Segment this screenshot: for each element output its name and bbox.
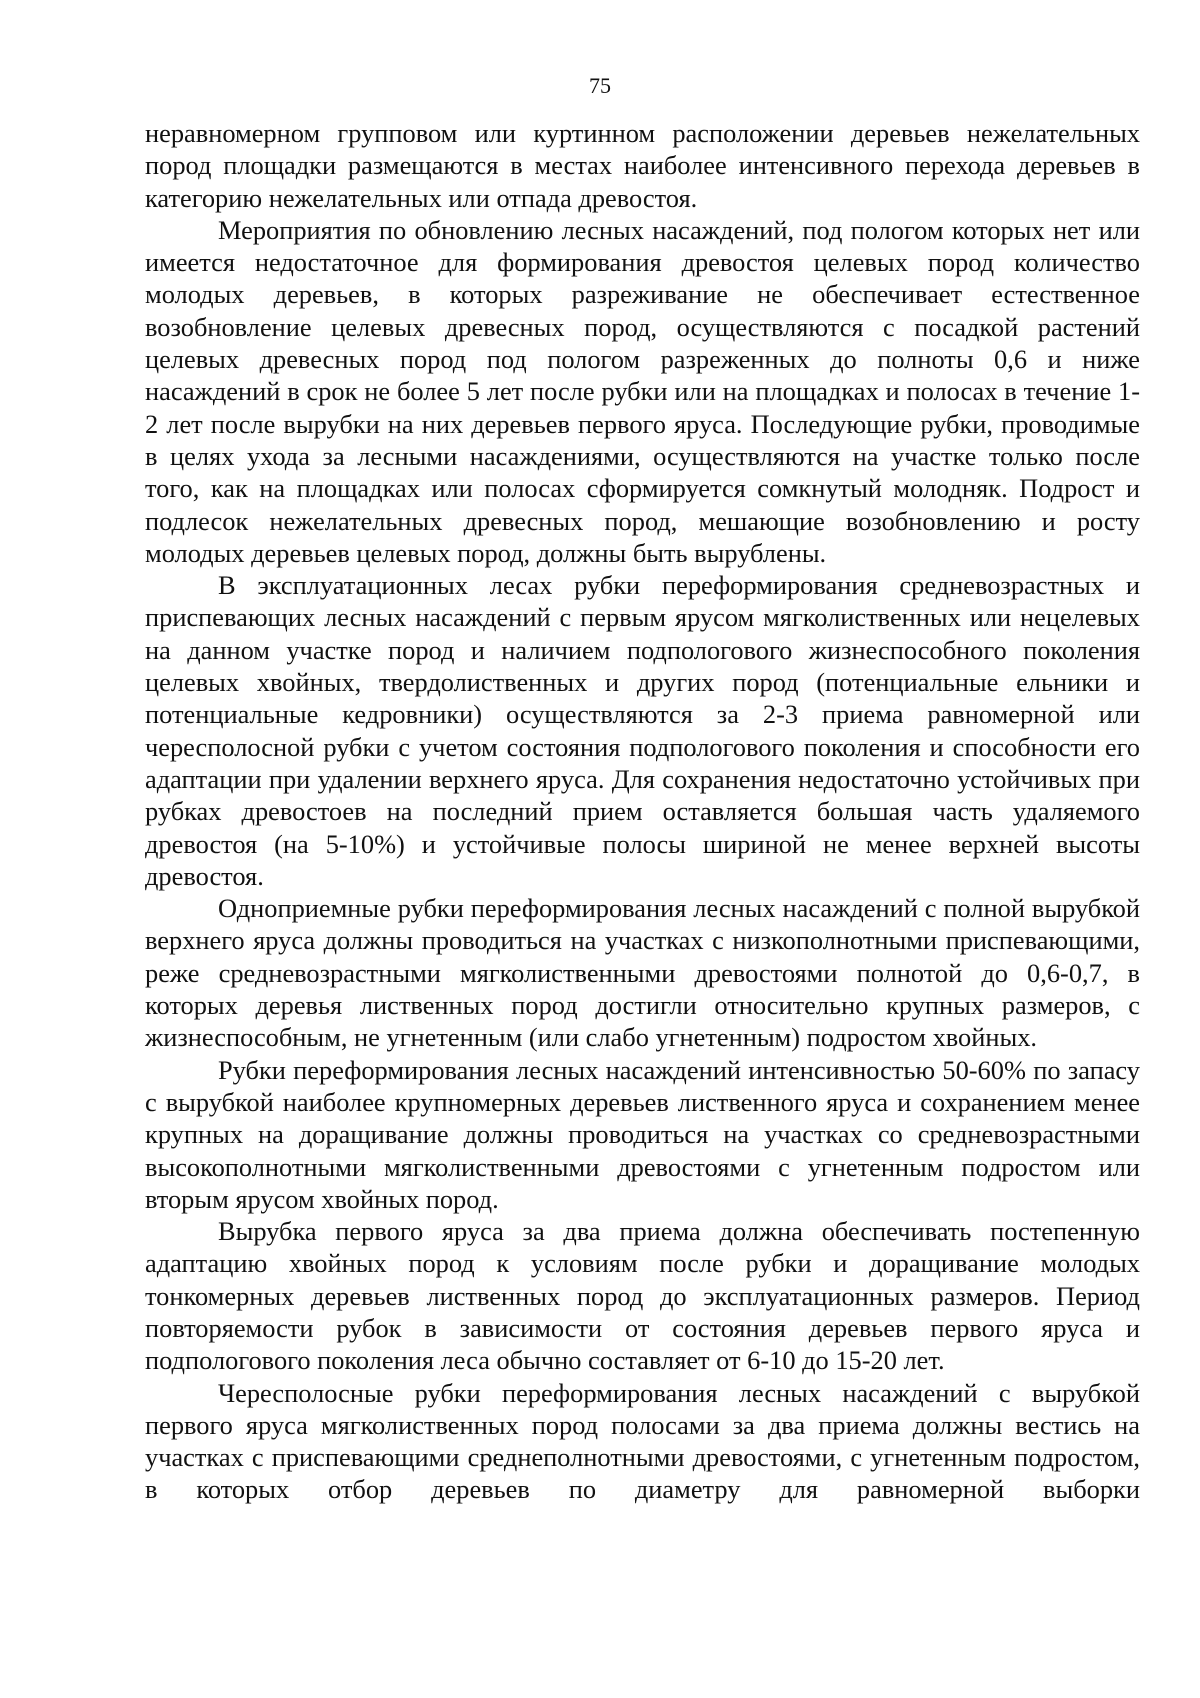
paragraph-continuation: неравномерном групповом или куртинном расположении деревьев нежелательных пород площадки размещаются в местах наиболее интенсивного перехода деревьев в категорию нежелательных или отпада древостоя. (145, 118, 1140, 213)
paragraph: Чересполосные рубки переформирования лесных насаждений с вырубкой первого яруса мягколиственных пород полосами за два приема должны вестись на участках с приспевающими среднеполнотными древостоями, с угнетенным подростом, в которых отбор деревьев по диаметру для равномерной выборки (145, 1377, 1140, 1505)
page-number: 75 (589, 73, 611, 98)
paragraph: Рубки переформирования лесных насаждений интенсивностью 50-60% по запасу с вырубкой наиболее крупномерных деревьев лиственного яруса и сохранением менее крупных на доращивание должны проводиться на участках со средневозрастными высокополнотными мягколиственными древостоями с угнетенным подростом или вторым ярусом хвойных пород. (145, 1054, 1140, 1214)
paragraph: Мероприятия по обновлению лесных насаждений, под пологом которых нет или имеется недостаточное для формирования древостоя целевых пород количество молодых деревьев, в которых разреживание не обеспечивает естественное возобновление целевых древесных пород, осуществляются с посадкой растений целевых древесных пород под пологом разреженных до полноты 0,6 и ниже насаждений в срок не более 5 лет после рубки или на площадках и полосах в течение 1-2 лет после вырубки на них деревьев первого яруса. Последующие рубки, проводимые в целях ухода за лесными насаждениями, осуществляются на участке только после того, как на площадках или полосах сформируется сомкнутый молодняк. Подрост и подлесок нежелательных древесных пород, мешающие возобновлению и росту молодых деревьев целевых пород, должны быть вырублены. (145, 214, 1140, 568)
body-text (145, 117, 1140, 1506)
paragraph: В эксплуатационных лесах рубки переформирования средневозрастных и приспевающих лесных насаждений с первым ярусом мягколиственных или нецелевых на данном участке пород и наличием подпологового жизнеспособного поколения целевых хвойных, твердолиственных и других пород (потенциальные ельники и потенциальные кедровники) осуществляются за 2-3 приема равномерной или чересполосной рубки с учетом состояния подпологового поколения и способности его адаптации при удалении верхнего яруса. Для сохранения недостаточно устойчивых при рубках древостоев на последний прием оставляется большая часть удаляемого древостоя (на 5-10%) и устойчивые полосы шириной не менее верхней высоты древостоя. (145, 570, 1140, 891)
paragraph: Одноприемные рубки переформирования лесных насаждений с полной вырубкой верхнего яруса должны проводиться на участках с низкополнотными приспевающими, реже средневозрастными мягколиственными древостоями полнотой до 0,6-0,7, в которых деревья лиственных пород достигли относительно крупных размеров, с жизнеспособным, не угнетенным (или слабо угнетенным) подростом хвойных. (145, 893, 1140, 1053)
paragraph: Вырубка первого яруса за два приема должна обеспечивать постепенную адаптацию хвойных пород к условиям после рубки и доращивание молодых тонкомерных деревьев лиственных пород до эксплуатационных размеров. Период повторяемости рубок в зависимости от состояния деревьев первого яруса и подпологового поколения леса обычно составляет от 6-10 до 15-20 лет. (145, 1216, 1140, 1376)
